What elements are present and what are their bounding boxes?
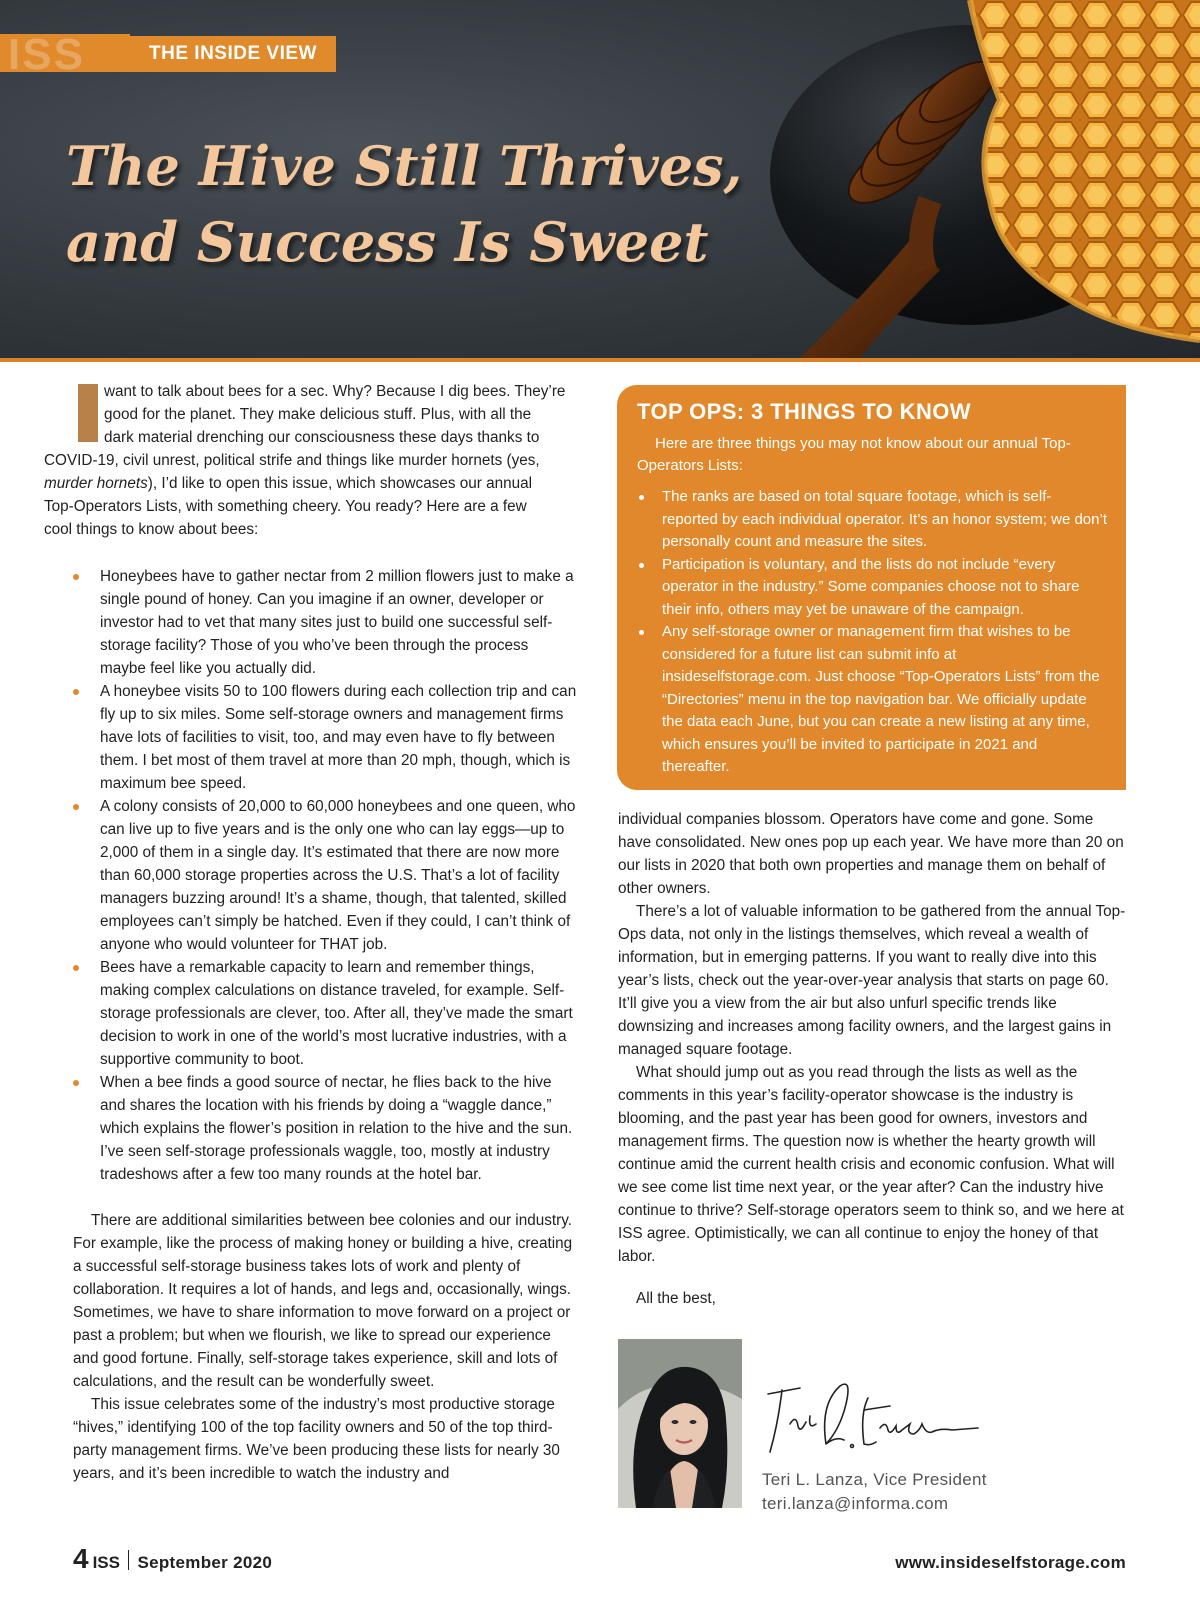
- sidebar-item-text: The ranks are based on total square footage, which is self-reported by each individual operator. It’s an honor system; we don’t personally count and measure the sites.: [662, 488, 1107, 550]
- bullet-icon: [73, 965, 79, 971]
- right-column: [618, 808, 1126, 1268]
- body-paragraph: individual companies blossom. Operators have come and gone. Some have consolidated. New ones pop up each year. We have more than 20 on our lists in 2020 that both own properties and manage them on behalf of other owners.: [618, 811, 1124, 897]
- title-line-2: and Success Is Sweet: [66, 210, 709, 274]
- emphasis-text: murder hornets: [44, 475, 148, 492]
- iss-logo-text: ISS: [8, 34, 85, 72]
- bullet-icon: [639, 630, 644, 635]
- sidebar-item-text: Any self-storage owner or management firm that wishes to be considered for a future list can submit info at insideselfstorage.com. Just choose “Top-Operators Lists” from the “Directories” menu in the top navigation bar. We officially update the data each June, but you can create a new listing at any time, which ensures you’ll be invited to participate in 2021 and thereafter.: [662, 623, 1100, 775]
- bullet-icon: [73, 689, 79, 695]
- footer-divider: [128, 1550, 130, 1570]
- intro-line: Top-Operators Lists, with something cheery. You ready? Here are a few: [44, 498, 527, 515]
- bullet-icon: [73, 1080, 79, 1086]
- sidebar-heading: TOP OPS: 3 THINGS TO KNOW: [637, 399, 971, 424]
- intro-line: want to talk about bees for a sec. Why? Because I dig bees. They’re: [104, 383, 566, 400]
- intro-line: cool things to know about bees:: [44, 521, 259, 538]
- title-line-1: The Hive Still Thrives,: [66, 134, 743, 198]
- intro-paragraph: [44, 380, 578, 541]
- page-number: 4: [73, 1543, 89, 1574]
- hero-divider: [0, 358, 1200, 362]
- honey-dipper-illustration: [740, 0, 1200, 358]
- bee-fact: Bees have a remarkable capacity to learn and remember things, making complex calculations on distance traveled, for example. Self-storage professionals are clever, too. After all, they’ve made the smart decision to work in one of the world’s most lucrative industries, with a supportive community to boot.: [100, 959, 573, 1068]
- bullet-icon: [639, 495, 644, 500]
- article-title: [66, 128, 786, 280]
- hero-banner: [0, 0, 1200, 362]
- website-url[interactable]: www.insideselfstorage.com: [895, 1553, 1126, 1572]
- list-item: [637, 621, 1107, 779]
- sidebar-lead: Here are three things you may not know about our annual Top-Operators Lists:: [637, 435, 1071, 474]
- author-email: teri.lanza@informa.com: [762, 1494, 949, 1513]
- sidebar-list: [637, 486, 1107, 779]
- top-ops-sidebar: [617, 385, 1126, 790]
- handwritten-signature: [760, 1374, 980, 1464]
- body-paragraph: This issue celebrates some of the industry’s most productive storage “hives,” identifying 100 of the top facility owners and 50 of the top third-party management firms. We’ve been producing these lists for nearly 30 years, and it’s been incredible to watch the industry and: [73, 1396, 560, 1482]
- section-tag: THE INSIDE VIEW: [130, 36, 336, 72]
- body-paragraph: There’s a lot of valuable information to be gathered from the annual Top-Ops data, not only in the listings themselves, which reveal a wealth of information, but in emerging patterns. If you want to really dive into this year’s lists, check out the year-over-year analysis that starts on page 60. It’ll give you a view from the air but also unfurl specific trends like downsizing and increases among facility owners, and the largest gains in managed square footage.: [618, 903, 1126, 1058]
- list-item: [73, 956, 578, 1071]
- bee-fact: A colony consists of 20,000 to 60,000 honeybees and one queen, who can live up to five years and is the only one who can lay eggs—up to 2,000 of them in a single day. It’s estimated that there are now more than 60,000 storage properties across the U.S. That’s a lot of facility managers buzzing around! It’s a shame, though, that talented, skilled employees can’t simply be hatched. Even if they could, I can’t think of anyone who would volunteer for THAT job.: [100, 798, 576, 953]
- closing-line: All the best,: [636, 1290, 716, 1307]
- drop-cap: [78, 384, 98, 442]
- author-name-title: Teri L. Lanza, Vice President: [762, 1470, 987, 1489]
- bullet-icon: [639, 563, 644, 568]
- footer-folio: [73, 1543, 272, 1577]
- author-photo: [618, 1339, 742, 1508]
- list-item: [637, 554, 1107, 622]
- list-item: [73, 795, 578, 956]
- bee-fact: Honeybees have to gather nectar from 2 million flowers just to make a single pound of honey. Can you imagine if an owner, developer or investor had to vet that many sites just to build one successful self-storage facility? Those of you who’ve been through the process maybe feel like you actually did.: [100, 568, 574, 677]
- iss-logo-tab: [0, 34, 130, 72]
- intro-line: murder hornets), I’d like to open this issue, which showcases our annual: [44, 475, 533, 492]
- body-paragraph: There are additional similarities between bee colonies and our industry. For example, like the process of making honey or building a hive, creating a successful self-storage business takes lots of work and plenty of collaboration. It requires a lot of hands, and legs and, occasionally, wings. Sometimes, we have to share information to move forward on a project or past a problem; but when we flourish, we like to spread our experience and good fortune. Finally, self-storage takes experience, skill and lots of calculations, and the result can be wonderfully sweet.: [73, 1212, 573, 1390]
- body-paragraph: What should jump out as you read through the lists as well as the comments in this year’s facility-operator showcase is the industry is blooming, and the past year has been good for owners, investors and management firms. The question now is whether the hearty growth will continue amid the current health crisis and economic confusion. What will we see come list time next year, or the year after? Can the industry hive continue to thrive? Self-storage operators seem to think so, and we here at ISS agree. Optimistically, we can all continue to enjoy the honey of that labor.: [618, 1064, 1124, 1265]
- left-column: [44, 380, 578, 1485]
- bullet-icon: [73, 804, 79, 810]
- list-item: [73, 1071, 578, 1186]
- intro-line: good for the planet. They make delicious stuff. Plus, with all the: [104, 406, 532, 423]
- intro-line: COVID-19, civil unrest, political strife and things like murder hornets (yes,: [44, 452, 540, 469]
- sidebar-item-text: Participation is voluntary, and the lists do not include “every operator in the industry.” Some companies choose not to share their info, others may yet be unaware of the campaign.: [662, 555, 1080, 618]
- bullet-icon: [73, 574, 79, 580]
- intro-line: dark material drenching our consciousness these days thanks to: [104, 429, 540, 446]
- bee-fact: A honeybee visits 50 to 100 flowers during each collection trip and can fly up to six miles. Some self-storage owners and management firms have lots of facilities to visit, too, and may even have to fly between them. I bet most of them travel at more than 20 mph, though, which is maximum bee speed.: [100, 683, 577, 792]
- left-body-text: [73, 1209, 578, 1485]
- issue-date: September 2020: [137, 1553, 273, 1572]
- bee-facts-list: [73, 565, 578, 1186]
- list-item: [73, 680, 578, 795]
- list-item: [73, 565, 578, 680]
- magazine-name: ISS: [92, 1553, 120, 1572]
- list-item: [637, 486, 1107, 554]
- bee-fact: When a bee finds a good source of nectar, he flies back to the hive and shares the location with his friends by doing a “waggle dance,” which explains the flower’s position in relation to the hive and the sun. I’ve seen self-storage professionals waggle, too, mostly at industry tradeshows after a few too many rounds at the hotel bar.: [100, 1074, 573, 1183]
